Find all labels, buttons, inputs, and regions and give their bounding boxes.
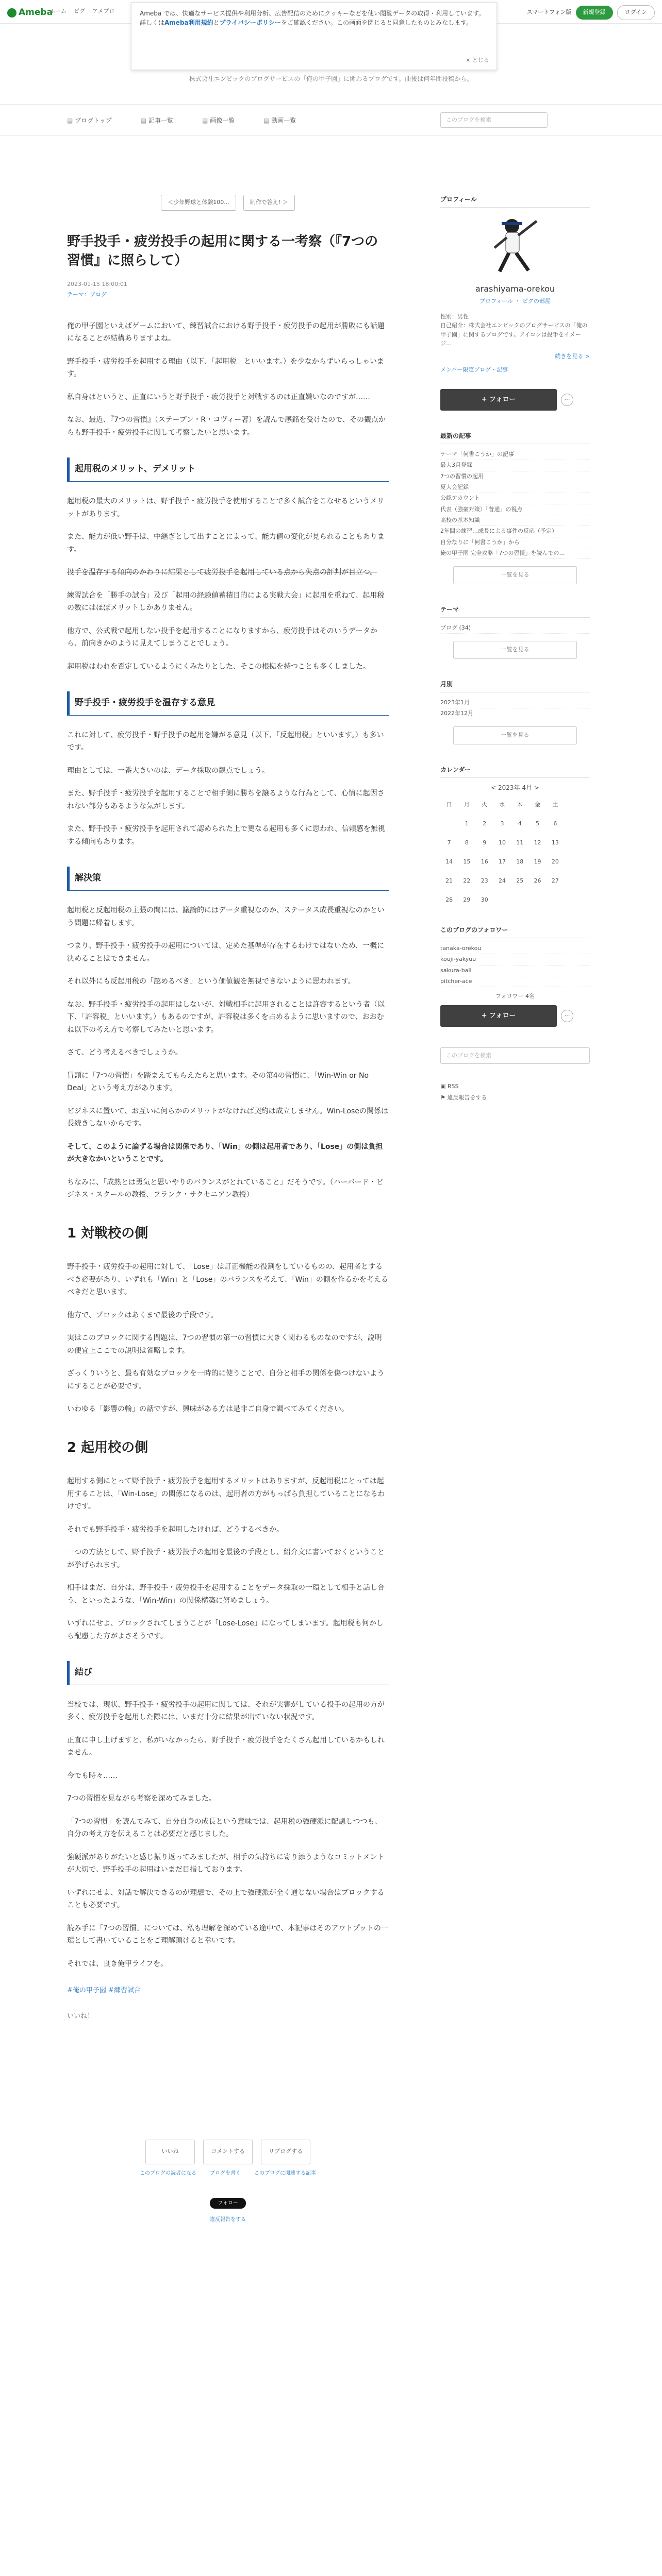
related-link[interactable]: このブログに関連する記事 (254, 2171, 316, 2177)
paragraph: さて、どう考えるべきでしょうか。 (67, 1048, 183, 1057)
nav-image-list[interactable]: ▤ 画像一覧 (202, 116, 235, 125)
paragraph: なお、野手投手・疲労投手の起用はしないが、対戦相手に起用されることは許容するという者（以下、「許容税」といいます。）もあるのですが、許容税は多くを占めるように思いますので、おおむね以下の考え方で考察してみたいと思います。 (67, 1000, 385, 1034)
nav-ameblo[interactable]: アメブロ (92, 8, 115, 14)
recent-item[interactable]: 俺の甲子園 完全攻略「7つの習慣」を読んでの… (440, 548, 590, 559)
theme-more-button[interactable]: 一覧を見る (453, 641, 577, 659)
hashtags[interactable]: #俺の甲子園 #練習試合 (67, 1987, 141, 1995)
paragraph: 今でも時々…… (67, 1771, 118, 1780)
paragraph: 俺の甲子園といえばゲームにおいて、練習試合における野手投手・疲労投手の起用が勝敗にも話題になることが結構ありますよね。 (67, 321, 385, 343)
follower-item[interactable]: kouji-yakyuu (440, 954, 590, 965)
heading-conclusion: 結び (67, 1661, 389, 1685)
prev-entry-link[interactable]: ＜少年野球と体験100... (161, 195, 236, 211)
profile-avatar[interactable] (481, 215, 549, 276)
paragraph: ちなみに、「成熟とは勇気と思いやりのバランスがとれていること」だそうです。（ハーバード・ビジネス・スクールの教授、フランク・サクセニアン教授） (67, 1178, 384, 1199)
recent-item[interactable]: 代表（強豪対策）「普通」の視点 (440, 504, 590, 515)
blog-search-input[interactable]: このブログを検索 (440, 112, 548, 128)
heading-opposition: 野手投手・疲労投手を温存する意見 (67, 691, 389, 716)
nav-home[interactable]: ホーム (49, 8, 67, 14)
nav-video-list[interactable]: ▤ 動画一覧 (263, 116, 296, 125)
paragraph: 練習試合を「勝手の試合」及び「起用の経験値蓄積目的による実戦大会」に起用を重ねて、起用税の数にはほぼメリットしかありません。 (67, 591, 385, 613)
paragraph: 7つの習慣を見ながら考察を深めてみました。 (67, 1794, 216, 1803)
paragraph: また、野手投手・疲労投手を起用することで相手側に勝ちを譲るような行為として、心情に起因されない部分もあるような気がします。 (67, 789, 385, 810)
paragraph: ビジネスに置いて、お互いに何らかのメリットがなければ契約は成立しません。Win-Loseの関係は長続きしないからです。 (67, 1107, 388, 1128)
paragraph: 冒頭に「7つの習慣」を踏まえてもらえたらと思います。その第4の習慣に、「Win-Win or No Deal」という考え方があります。 (67, 1071, 369, 1093)
login-button[interactable]: ログイン (617, 5, 655, 20)
follower-item[interactable]: tanaka-orekou (440, 943, 590, 954)
paragraph: 実はこのブロックに関する問題は、7つの習慣の第一の習慣に大きく関わるものなのですが、説明の便宜上ここでの説明は省略します。 (67, 1334, 382, 1355)
recent-item[interactable]: 2年間の練習…成長による事件の反応（予定） (440, 526, 590, 537)
article-main (67, 195, 389, 2224)
blog-nav (0, 104, 662, 136)
paragraph: なお、最近、『7つの習慣』（ステーブン・R・コヴィー著）を読んで感銘を受けたので、その観点からも野手投手・疲労投手に関して考察したいと思います。 (67, 416, 386, 437)
reader-link[interactable]: このブログの読者になる (140, 2171, 196, 2177)
paragraph: ざっくりいうと、最も有効なブロックを一時的に使うことで、自分と相手の関係を傷つけないようにすることが必要です。 (67, 1369, 385, 1391)
follow-button-2[interactable]: + フォロー (440, 1005, 557, 1027)
write-blog-link[interactable]: ブログを書く (210, 2171, 241, 2177)
blog-subtitle: 株式会社エンピックのブログサービスの「俺の甲子園」に関わるブログです。曲後は何年間投稿から。 (189, 75, 473, 82)
paragraph: 起用税と反起用税の主張の間には、議論的にはデータ重視なのか、ステータス成長重視なのかという問題に帰着します。 (67, 906, 385, 927)
recent-item[interactable]: 夏大会記録 (440, 482, 590, 493)
paragraph: いわゆる「影響の輪」の話ですが、興味がある方は是非ご自身で調べてみてください。 (67, 1405, 349, 1414)
member-link[interactable]: メンバー限定ブログ・記事 (440, 366, 508, 374)
follower-item[interactable]: sakura-ball (440, 965, 590, 976)
ameba-logo-icon (7, 8, 16, 18)
flag-icon: ⚑ (440, 1094, 448, 1101)
paragraph: つまり、野手投手・疲労投手の起用については、定めた基準が存在するわけではないため、一概に決めることはできません。 (67, 942, 385, 963)
recent-item[interactable]: 公認アカウント (440, 493, 590, 504)
paragraph: 読み手に「7つの習慣」については、私も理解を深めている途中で、本記事はそのアウトプットの一環として書いていることをご理解頂けると幸いです。 (67, 1924, 388, 1945)
profile-more-link[interactable]: 続きを見る > (555, 352, 590, 360)
nav-pigg[interactable]: ピグ (74, 8, 85, 14)
privacy-link[interactable]: プライバシーポリシー (219, 19, 282, 26)
paragraph: 起用する側にとって野手投手・疲労投手を起用するメリットはありますが、反起用税にとっては起用することは、「Win-Lose」の関係になるのは、起用者の方がもっぱら負担していることになるわけです。 (67, 1477, 385, 1511)
profile-links[interactable]: プロフィール ・ ピグの部屋 (479, 298, 551, 304)
heading-solution: 解決策 (67, 867, 389, 891)
recent-item[interactable]: 高校の基本知識 (440, 515, 590, 526)
calendar-heading: カレンダー (440, 765, 590, 778)
baseball-player-image (481, 215, 549, 276)
profile-intro: 自己紹介：株式会社エンピックのブログサービスの「俺の甲子園」に関するブログです。アイコンは投手をイメージ… (440, 322, 588, 347)
strike-paragraph: 投手を温存する傾向のかわりに結果として疲労投手を起用している点から失点の評判が目立つ。 (67, 568, 377, 577)
next-entry-link[interactable]: 制作で答え! ＞ (243, 195, 295, 211)
sidebar-search-input[interactable]: このブログを検索 (440, 1047, 590, 1064)
emphasis-quote: そして、このように論ずる場合は関係であり、「Win」の側は起用者であり、「Lose」の側は負担が大きなかいということです。 (67, 1142, 383, 1164)
article-body (67, 320, 389, 1971)
reblog-button[interactable]: リブログする (261, 2140, 310, 2164)
recent-item[interactable]: テーマ「何書こうか」の記事 (440, 449, 590, 460)
register-button[interactable]: 新規登録 (576, 6, 613, 20)
paragraph: 当校では、現状、野手投手・疲労投手の起用に関しては、それが実害がしている投手の起用の方が多く、疲労投手を起用した際には、いまだ十分に結果が出ていない状況です。 (67, 1700, 385, 1722)
paragraph: いずれにせよ、対話で解決できるのが理想で、その上で強硬派が全く通じない場合はブロックすることも必要です。 (67, 1888, 385, 1910)
comment-button[interactable]: コメントする (203, 2140, 253, 2164)
article-date: 2023-01-15 18:00:01 (67, 280, 127, 287)
like-button[interactable]: いいね (145, 2140, 195, 2164)
month-more-button[interactable]: 一覧を見る (453, 726, 577, 744)
paragraph: 私自身はというと、正直にいうと野手投手・疲労投手と対戦するのは正直嫌いなのですが…… (67, 393, 370, 401)
calendar-title[interactable]: < 2023年 4月 > (491, 784, 539, 791)
paragraph: これに対して、疲労投手・野手投手の起用を嫌がる意見（以下、「反起用税」といいます。）も多いです。 (67, 731, 384, 752)
smartphone-link[interactable]: スマートフォン版 (526, 9, 572, 15)
recent-item[interactable]: 7つの習慣の起用 (440, 471, 590, 482)
paragraph: 起用税はわれを否定しているようにくみたりとした、そこの根拠を持つことも多くしました。 (67, 662, 370, 671)
calendar-table: 日 月 火 水 木 金 土 1 2 3 4 5 6 7 8 9 10 11 12 13 14 15 16 17 18 19 20 21 22 23 24 25 26 27 28 29 30 (445, 801, 559, 904)
paragraph: 一つの方法として、野手投手・疲労投手の起用を最後の手段とし、紹介文に書いておくということが挙げられます。 (67, 1548, 385, 1569)
heading-merit: 起用税のメリット、デメリット (67, 457, 389, 482)
recent-heading: 最新の記事 (440, 431, 590, 444)
notice-close-button[interactable]: × とじる (466, 56, 489, 63)
follower-count[interactable]: フォロワー 4名 (495, 993, 535, 1000)
sidebar (440, 195, 590, 1103)
paragraph: 強硬派がありがたいと感じ振り返ってみましたが、相手の気持ちに寄り添うようなコミットメントが大切で、野手投手の起用はいまだ目指しております。 (67, 1853, 385, 1874)
terms-link[interactable]: Ameba利用規約 (164, 19, 213, 26)
paragraph: 理由としては、一番大きいのは、データ採取の観点でしょう。 (67, 766, 269, 775)
month-item[interactable]: 2022年12月 (440, 708, 590, 719)
paragraph: 野手投手・疲労投手を起用する理由（以下、「起用税」といいます。）を少なからずいらっしゃいます。 (67, 357, 384, 379)
profile-heading: プロフィール (440, 195, 590, 208)
paragraph: 野手投手・疲労投手の起用に対して、「Lose」は訂正機能の役割をしているものの、起用者とするべき必要があり、いずれも「Win」と「Lose」のバランスを考えて、「Win」の側を作るかを考えるべきだと思います。 (67, 1263, 388, 1297)
theme-heading: テーマ (440, 605, 590, 618)
paragraph: いずれにせよ、ブロックされてしまうことが「Lose-Lose」になってしまいます。起用税も何かしら配慮した方がよさそうです。 (67, 1619, 384, 1640)
ameba-header (0, 0, 662, 63)
follow-button[interactable]: + フォロー (440, 389, 557, 411)
follower-item[interactable]: pitcher-ace (440, 976, 590, 987)
article-title: 野手投手・疲労投手の起用に関する一考察（『7つの習慣』に照らして） (67, 233, 378, 269)
paragraph: 正直に申し上げますと、私がいなかったら、野手投手・疲労投手をたくさん起用しているかもしれません。 (67, 1736, 385, 1757)
recent-more-button[interactable]: 一覧を見る (453, 566, 577, 584)
header-nav (49, 7, 114, 16)
nav-blog-top[interactable]: ▤ ブログトップ (67, 116, 112, 125)
follow-button-bottom[interactable]: フォロー (210, 2198, 246, 2209)
paragraph: 「7つの習慣」を読んでみて、自分自身の成長という意味では、起用税の強硬派に配慮しつつも、自分の考え方を伝えることは必要だと感じました。 (67, 1817, 382, 1839)
ameba-logo[interactable]: Ameba (7, 6, 53, 20)
profile-name[interactable]: arashiyama-orekou (475, 284, 555, 294)
recent-item[interactable]: 自分なりに「何書こうか」から (440, 537, 590, 548)
paragraph: また、能力が低い野手は、中継ぎとして出すことによって、能力値の変化が見られることもあります。 (67, 533, 385, 554)
profile-gender: 性別：男性 (440, 313, 469, 320)
paragraph: それでは、良き俺甲ライフを。 (67, 1959, 168, 1968)
followers-heading: このブログのフォロワー (440, 925, 590, 938)
month-heading: 月別 (440, 680, 590, 692)
rss-link[interactable]: ▣ RSS (440, 1082, 459, 1090)
abuse-link[interactable]: ⚑ 違反報告をする (440, 1094, 487, 1101)
paragraph: それ以外にも反起用税の「認めるべき」という価値観を無視できないように思われます。 (67, 977, 355, 986)
paragraph: それでも野手投手・疲労投手を起用したければ、どうするべきか。 (67, 1525, 284, 1534)
paragraph: 他方で、ブロックはあくまで最後の手段です。 (67, 1311, 218, 1319)
heading-user-side: 2 起用校の側 (67, 1439, 148, 1455)
recent-item[interactable]: 最大3月登録 (440, 460, 590, 471)
paragraph: 起用税の最大のメリットは、野手投手・疲労投手を使用することで多く試合をこなせるというメリットがあります。 (67, 497, 385, 518)
cookie-notice: Ameba では、快適なサービス提供や利用分析、広告配信のためにクッキーなどを使い閲覧データの取得・利用しています。詳しくはAmeba利用規約とプライバシーポリシーをご確認ください。この画面を閉じると同意したものとみなします。 × とじる (131, 2, 497, 70)
follow-options-icon[interactable]: … (561, 394, 573, 406)
nav-entry-list[interactable]: ▤ 記事一覧 (141, 116, 173, 125)
paragraph: また、野手投手・疲労投手を起用されて認められた上で更なる起用も多くに思われ、信頼感を無視する傾向もあります。 (67, 825, 385, 846)
paragraph: 他方で、公式戦で起用しない投手を起用することになりますから、疲労投手はそのいうデータから、前向きかのように見えてしまうことでしょう。 (67, 626, 377, 648)
report-link[interactable]: 違反報告をする (210, 2217, 246, 2223)
article-theme-link[interactable]: テーマ：ブログ (67, 291, 107, 298)
like-count: いいね！ (67, 2012, 94, 2020)
theme-item[interactable]: ブログ (34) (440, 623, 590, 634)
heading-opponent-side: 1 対戦校の側 (67, 1225, 148, 1241)
month-item[interactable]: 2023年1月 (440, 698, 590, 708)
follow-options-icon-2[interactable]: … (561, 1010, 573, 1022)
paragraph: 相手はまだ、自分は、野手投手・疲労投手を起用することをデータ採取の一環として相手と話し合う、といったような、「Win-Win」の関係構築に努めましょう。 (67, 1584, 385, 1605)
rss-icon: ▣ (440, 1082, 448, 1090)
